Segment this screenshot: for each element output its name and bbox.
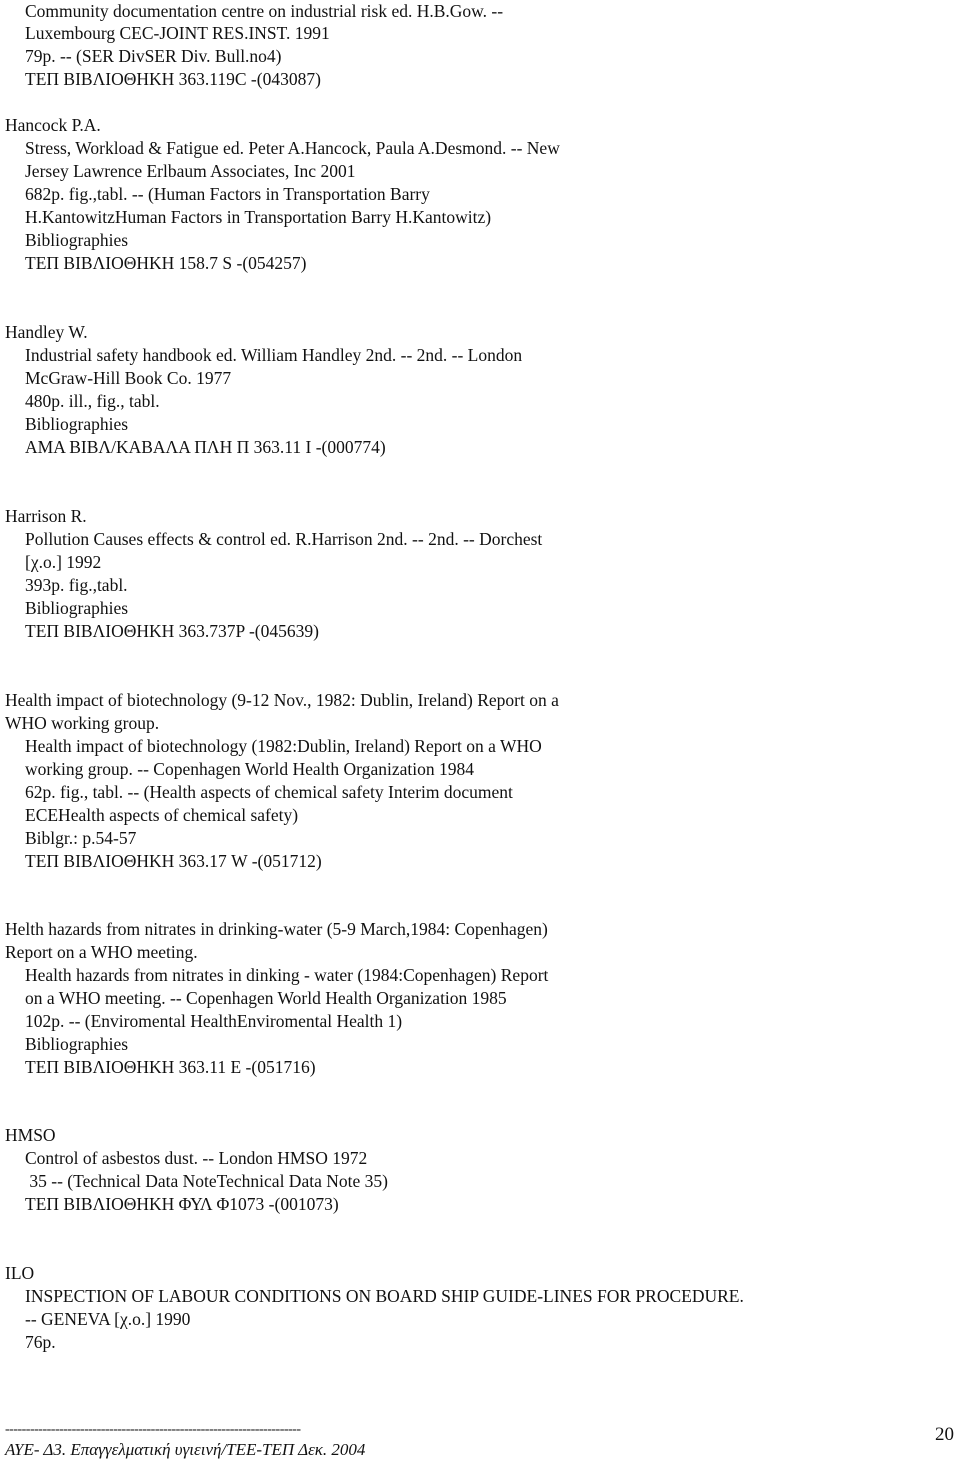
footer-rule: ----------------------------------------------------------------------- [5, 1422, 301, 1437]
entry-line: H.KantowitzHuman Factors in Transportation Barry H.Kantowitz) [25, 207, 492, 227]
entry-line: 62p. fig., tabl. -- (Health aspects of chemical safety Interim document [25, 782, 513, 802]
footer-text: ΑΥΕ- Δ3. Επαγγελματική υγιεινή/ΤΕΕ-ΤΕΠ Δεκ. 2004 [5, 1440, 366, 1459]
entry-heading: Health impact of biotechnology (9-12 Nov., 1982: Dublin, Ireland) Report on a [5, 690, 559, 710]
entry-line: Control of asbestos dust. -- London HMSO 1972 [25, 1148, 368, 1168]
entry-line: Community documentation centre on industrial risk ed. H.B.Gow. -- [25, 1, 504, 21]
entry-line: Jersey Lawrence Erlbaum Associates, Inc 2001 [25, 161, 356, 181]
entry-heading: Harrison R. [5, 506, 87, 526]
entry-heading-continued: Report on a WHO meeting. [5, 942, 198, 962]
entry-line: Bibliographies [25, 1034, 129, 1054]
entry-line: ΤΕΠ ΒΙΒΛΙΟΘΗΚΗ 363.119C -(043087) [25, 69, 321, 89]
entry-line: 102p. -- (Enviromental HealthEnviromental Health 1) [25, 1011, 403, 1031]
page-number: 20 [935, 1424, 954, 1445]
entry-line: working group. -- Copenhagen World Health Organization 1984 [25, 759, 474, 779]
entry-line: 682p. fig.,tabl. -- (Human Factors in Transportation Barry [25, 184, 430, 204]
entry-line: 79p. -- (SER DivSER Div. Bull.no4) [25, 46, 282, 66]
entry-line: 480p. ill., fig., tabl. [25, 391, 160, 411]
entry-line: Bibliographies [25, 598, 129, 618]
entry-line: [χ.ο.] 1992 [25, 552, 102, 572]
entry-line: on a WHO meeting. -- Copenhagen World Health Organization 1985 [25, 988, 507, 1008]
entry-line: ΤΕΠ ΒΙΒΛΙΟΘΗΚΗ 363.737P -(045639) [25, 621, 319, 641]
entry-line: 393p. fig.,tabl. [25, 575, 128, 595]
entry-line: ΑΜΑ ΒΙΒΛ/ΚΑΒΑΛΑ ΠΛΗ Π 363.11 I -(000774) [25, 437, 386, 457]
entry-line: ΤΕΠ ΒΙΒΛΙΟΘΗΚΗ 363.11 E -(051716) [25, 1057, 316, 1077]
entry-line: Health hazards from nitrates in dinking - water (1984:Copenhagen) Report [25, 965, 549, 985]
entry-line: Pollution Causes effects & control ed. R.Harrison 2nd. -- 2nd. -- Dorchest [25, 529, 543, 549]
entry-heading: Helth hazards from nitrates in drinking-water (5-9 March,1984: Copenhagen) [5, 919, 548, 939]
entry-heading-continued: WHO working group. [5, 713, 160, 733]
entry-line: 76p. [25, 1332, 56, 1352]
entry-line: Health impact of biotechnology (1982:Dublin, Ireland) Report on a WHO [25, 736, 542, 756]
entry-line: Industrial safety handbook ed. William Handley 2nd. -- 2nd. -- London [25, 345, 523, 365]
entry-line: Bibliographies [25, 414, 129, 434]
entry-line: Bibliographies [25, 230, 129, 250]
entry-heading: HMSO [5, 1125, 56, 1145]
entry-heading: ILO [5, 1263, 35, 1283]
entry-line: 35 -- (Technical Data NoteTechnical Data Note 35) [25, 1171, 388, 1191]
entry-line: Biblgr.: p.54-57 [25, 828, 137, 848]
entry-line: ECEHealth aspects of chemical safety) [25, 805, 299, 825]
entry-line: ΤΕΠ ΒΙΒΛΙΟΘΗΚΗ 363.17 W -(051712) [25, 851, 322, 871]
entry-line: INSPECTION OF LABOUR CONDITIONS ON BOARD SHIP GUIDE-LINES FOR PROCEDURE. [25, 1286, 744, 1306]
entry-heading: Handley W. [5, 322, 88, 342]
entry-line: ΤΕΠ ΒΙΒΛΙΟΘΗΚΗ ΦΥΛ Φ1073 -(001073) [25, 1194, 339, 1214]
entry-line: -- GENEVA [χ.ο.] 1990 [25, 1309, 191, 1329]
entry-line: McGraw-Hill Book Co. 1977 [25, 368, 232, 388]
entry-heading: Hancock P.A. [5, 115, 101, 135]
entry-line: Luxembourg CEC-JOINT RES.INST. 1991 [25, 23, 330, 43]
entry-line: Stress, Workload & Fatigue ed. Peter A.Hancock, Paula A.Desmond. -- New [25, 138, 560, 158]
entry-line: ΤΕΠ ΒΙΒΛΙΟΘΗΚΗ 158.7 S -(054257) [25, 253, 307, 273]
